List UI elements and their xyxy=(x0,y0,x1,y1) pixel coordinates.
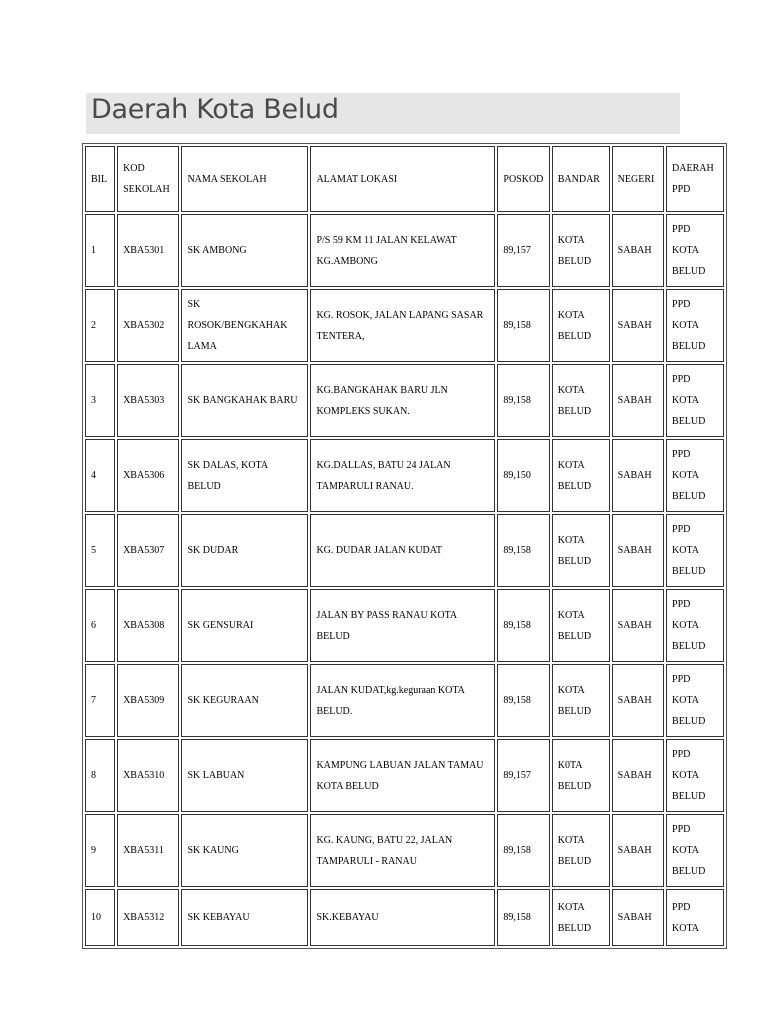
cell-daerah-ppd: PPD KOTA BELUD xyxy=(666,439,724,512)
cell-kod-sekolah: XBA5311 xyxy=(117,814,179,887)
cell-nama-sekolah: SK ROSOK/BENGKAHAK LAMA xyxy=(181,289,308,362)
cell-bil: 1 xyxy=(85,214,115,287)
cell-nama-sekolah: SK BANGKAHAK BARU xyxy=(181,364,308,437)
table-row xyxy=(85,889,724,946)
cell-bandar: KOTA BELUD xyxy=(552,289,610,362)
column-header: BANDAR xyxy=(552,146,610,212)
table-row xyxy=(85,214,724,287)
cell-daerah-ppd: PPD KOTA BELUD xyxy=(666,514,724,587)
cell-daerah-ppd: PPD KOTA BELUD xyxy=(666,814,724,887)
cell-alamat-lokasi: JALAN BY PASS RANAU KOTA BELUD xyxy=(310,589,495,662)
cell-bandar: K0TA BELUD xyxy=(552,739,610,812)
table-row xyxy=(85,589,724,662)
cell-alamat-lokasi: SK.KEBAYAU xyxy=(310,889,495,946)
cell-nama-sekolah: SK KAUNG xyxy=(181,814,308,887)
cell-poskod: 89,157 xyxy=(497,214,549,287)
school-table xyxy=(82,143,727,949)
cell-bil: 10 xyxy=(85,889,115,946)
cell-daerah-ppd: PPD KOTA BELUD xyxy=(666,664,724,737)
cell-bandar: KOTA BELUD xyxy=(552,514,610,587)
cell-bandar: KOTA BELUD xyxy=(552,439,610,512)
cell-poskod: 89,158 xyxy=(497,364,549,437)
cell-daerah-ppd: PPD KOTA BELUD xyxy=(666,364,724,437)
cell-alamat-lokasi: P/S 59 KM 11 JALAN KELAWAT KG.AMBONG xyxy=(310,214,495,287)
cell-bil: 8 xyxy=(85,739,115,812)
cell-negeri: SABAH xyxy=(612,214,664,287)
table-row xyxy=(85,364,724,437)
cell-negeri: SABAH xyxy=(612,664,664,737)
cell-kod-sekolah: XBA5302 xyxy=(117,289,179,362)
cell-negeri: SABAH xyxy=(612,889,664,946)
cell-alamat-lokasi: KG.BANGKAHAK BARU JLN KOMPLEKS SUKAN. xyxy=(310,364,495,437)
cell-alamat-lokasi: KG.DALLAS, BATU 24 JALAN TAMPARULI RANAU. xyxy=(310,439,495,512)
cell-daerah-ppd: PPD KOTA BELUD xyxy=(666,289,724,362)
cell-bandar: KOTA BELUD xyxy=(552,214,610,287)
cell-nama-sekolah: SK DUDAR xyxy=(181,514,308,587)
cell-negeri: SABAH xyxy=(612,364,664,437)
cell-kod-sekolah: XBA5301 xyxy=(117,214,179,287)
cell-negeri: SABAH xyxy=(612,439,664,512)
cell-kod-sekolah: XBA5310 xyxy=(117,739,179,812)
cell-poskod: 89,150 xyxy=(497,439,549,512)
cell-bil: 7 xyxy=(85,664,115,737)
column-header: KOD SEKOLAH xyxy=(117,146,179,212)
table-header-row xyxy=(85,146,724,212)
column-header: NEGERI xyxy=(612,146,664,212)
cell-negeri: SABAH xyxy=(612,289,664,362)
cell-poskod: 89,157 xyxy=(497,739,549,812)
page-title-bar xyxy=(86,93,680,134)
cell-poskod: 89,158 xyxy=(497,814,549,887)
cell-nama-sekolah: SK DALAS, KOTA BELUD xyxy=(181,439,308,512)
cell-kod-sekolah: XBA5312 xyxy=(117,889,179,946)
cell-bandar: KOTA BELUD xyxy=(552,664,610,737)
table-row xyxy=(85,664,724,737)
cell-daerah-ppd: PPD KOTA BELUD xyxy=(666,214,724,287)
cell-bandar: KOTA BELUD xyxy=(552,589,610,662)
cell-negeri: SABAH xyxy=(612,589,664,662)
cell-negeri: SABAH xyxy=(612,514,664,587)
cell-poskod: 89,158 xyxy=(497,289,549,362)
cell-kod-sekolah: XBA5307 xyxy=(117,514,179,587)
cell-poskod: 89,158 xyxy=(497,664,549,737)
page-title: Daerah Kota Belud xyxy=(91,94,339,125)
cell-nama-sekolah: SK GENSURAI xyxy=(181,589,308,662)
cell-alamat-lokasi: KG. DUDAR JALAN KUDAT xyxy=(310,514,495,587)
cell-poskod: 89,158 xyxy=(497,889,549,946)
table-row xyxy=(85,439,724,512)
cell-daerah-ppd: PPD KOTA xyxy=(666,889,724,946)
cell-bandar: KOTA BELUD xyxy=(552,889,610,946)
cell-poskod: 89,158 xyxy=(497,589,549,662)
cell-kod-sekolah: XBA5303 xyxy=(117,364,179,437)
cell-bil: 6 xyxy=(85,589,115,662)
cell-kod-sekolah: XBA5308 xyxy=(117,589,179,662)
table-row xyxy=(85,739,724,812)
cell-kod-sekolah: XBA5309 xyxy=(117,664,179,737)
table-row xyxy=(85,814,724,887)
cell-daerah-ppd: PPD KOTA BELUD xyxy=(666,739,724,812)
cell-nama-sekolah: SK LABUAN xyxy=(181,739,308,812)
cell-negeri: SABAH xyxy=(612,739,664,812)
cell-alamat-lokasi: KAMPUNG LABUAN JALAN TAMAU KOTA BELUD xyxy=(310,739,495,812)
table-row xyxy=(85,514,724,587)
cell-kod-sekolah: XBA5306 xyxy=(117,439,179,512)
column-header: BIL xyxy=(85,146,115,212)
cell-alamat-lokasi: JALAN KUDAT,kg.keguraan KOTA BELUD. xyxy=(310,664,495,737)
cell-poskod: 89,158 xyxy=(497,514,549,587)
cell-negeri: SABAH xyxy=(612,814,664,887)
column-header: DAERAH PPD xyxy=(666,146,724,212)
cell-alamat-lokasi: KG. ROSOK, JALAN LAPANG SASAR TENTERA, xyxy=(310,289,495,362)
table-row xyxy=(85,289,724,362)
school-table-wrapper xyxy=(82,143,727,949)
cell-bandar: KOTA BELUD xyxy=(552,814,610,887)
column-header: ALAMAT LOKASI xyxy=(310,146,495,212)
cell-bil: 4 xyxy=(85,439,115,512)
cell-nama-sekolah: SK KEBAYAU xyxy=(181,889,308,946)
cell-nama-sekolah: SK KEGURAAN xyxy=(181,664,308,737)
cell-bil: 9 xyxy=(85,814,115,887)
cell-bil: 3 xyxy=(85,364,115,437)
column-header: NAMA SEKOLAH xyxy=(181,146,308,212)
cell-nama-sekolah: SK AMBONG xyxy=(181,214,308,287)
cell-bil: 2 xyxy=(85,289,115,362)
cell-bandar: KOTA BELUD xyxy=(552,364,610,437)
cell-bil: 5 xyxy=(85,514,115,587)
column-header: POSKOD xyxy=(497,146,549,212)
cell-alamat-lokasi: KG. KAUNG, BATU 22, JALAN TAMPARULI - RANAU xyxy=(310,814,495,887)
cell-daerah-ppd: PPD KOTA BELUD xyxy=(666,589,724,662)
